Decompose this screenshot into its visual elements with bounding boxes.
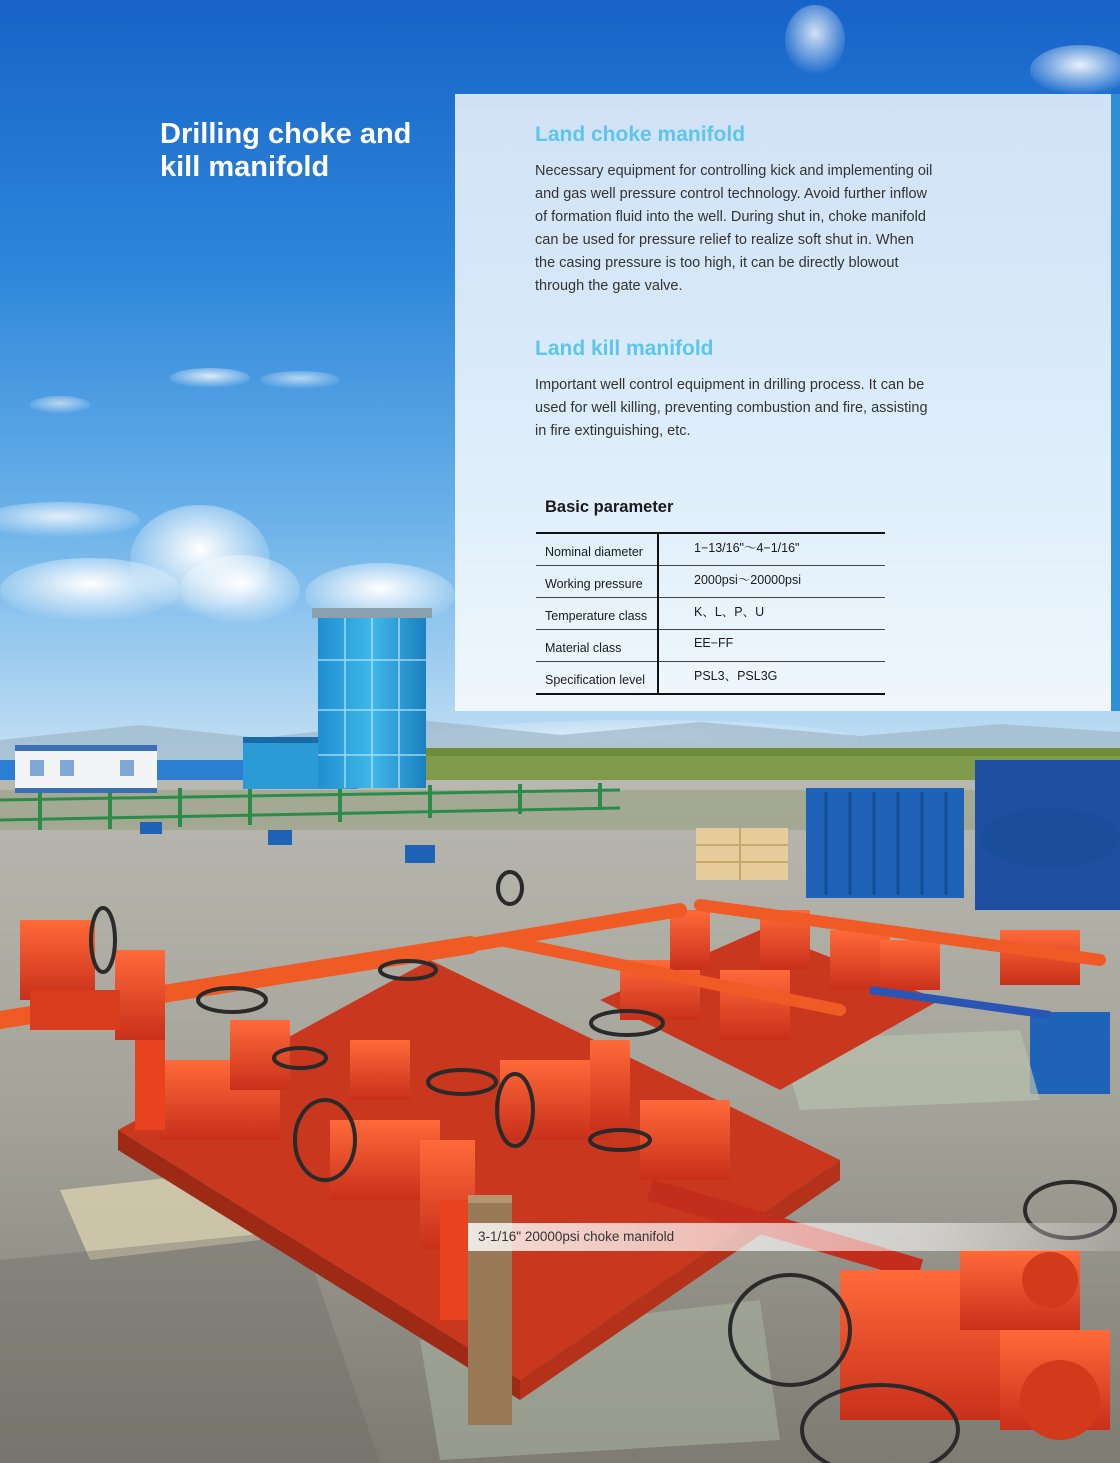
info-panel <box>455 94 1120 711</box>
param-value: 2000psi～20000psi <box>658 566 885 598</box>
wellhead-right <box>840 1250 1110 1440</box>
param-value: PSL3、PSL3G <box>694 669 778 683</box>
parameter-table <box>536 532 885 695</box>
param-value: 1−13/16"～4−1/16" <box>658 533 885 566</box>
table-row <box>536 598 885 630</box>
param-value: K、L、P、U <box>658 598 885 630</box>
param-name: Specification level <box>536 662 658 695</box>
photo-caption: 3-1/16" 20000psi choke manifold <box>478 1229 675 1244</box>
table-row <box>536 566 885 598</box>
parameter-heading: Basic parameter <box>545 498 674 516</box>
table-row <box>536 533 885 566</box>
param-value: EE−FF <box>658 630 885 662</box>
param-name: Temperature class <box>536 598 658 630</box>
panel-accent-edge <box>1111 94 1120 711</box>
param-name: Nominal diameter <box>536 533 658 566</box>
param-name: Working pressure <box>536 566 658 598</box>
table-row <box>536 662 885 695</box>
section-title-kill: Land kill manifold <box>535 337 714 360</box>
param-name: Material class <box>536 630 658 662</box>
photo-caption-bar <box>468 1223 1120 1251</box>
page-title: Drilling choke and kill manifold <box>160 118 412 183</box>
section-title-choke: Land choke manifold <box>535 123 746 146</box>
section-text-choke: Necessary equipment for controlling kick and implementing oil and gas well pressure control technology. Avoid further inflow of formation fluid into the well. During shut in, choke manifold can be used for pressure relief to realize soft shut in. When the casing pressure is too high, it can be directly blowout through the gate valve. <box>535 163 933 294</box>
section-text-kill: Important well control equipment in drilling process. It can be used for well killing, preventing combustion and fire, assisting in fire extinguishing, etc. <box>535 377 928 439</box>
table-row <box>536 630 885 662</box>
